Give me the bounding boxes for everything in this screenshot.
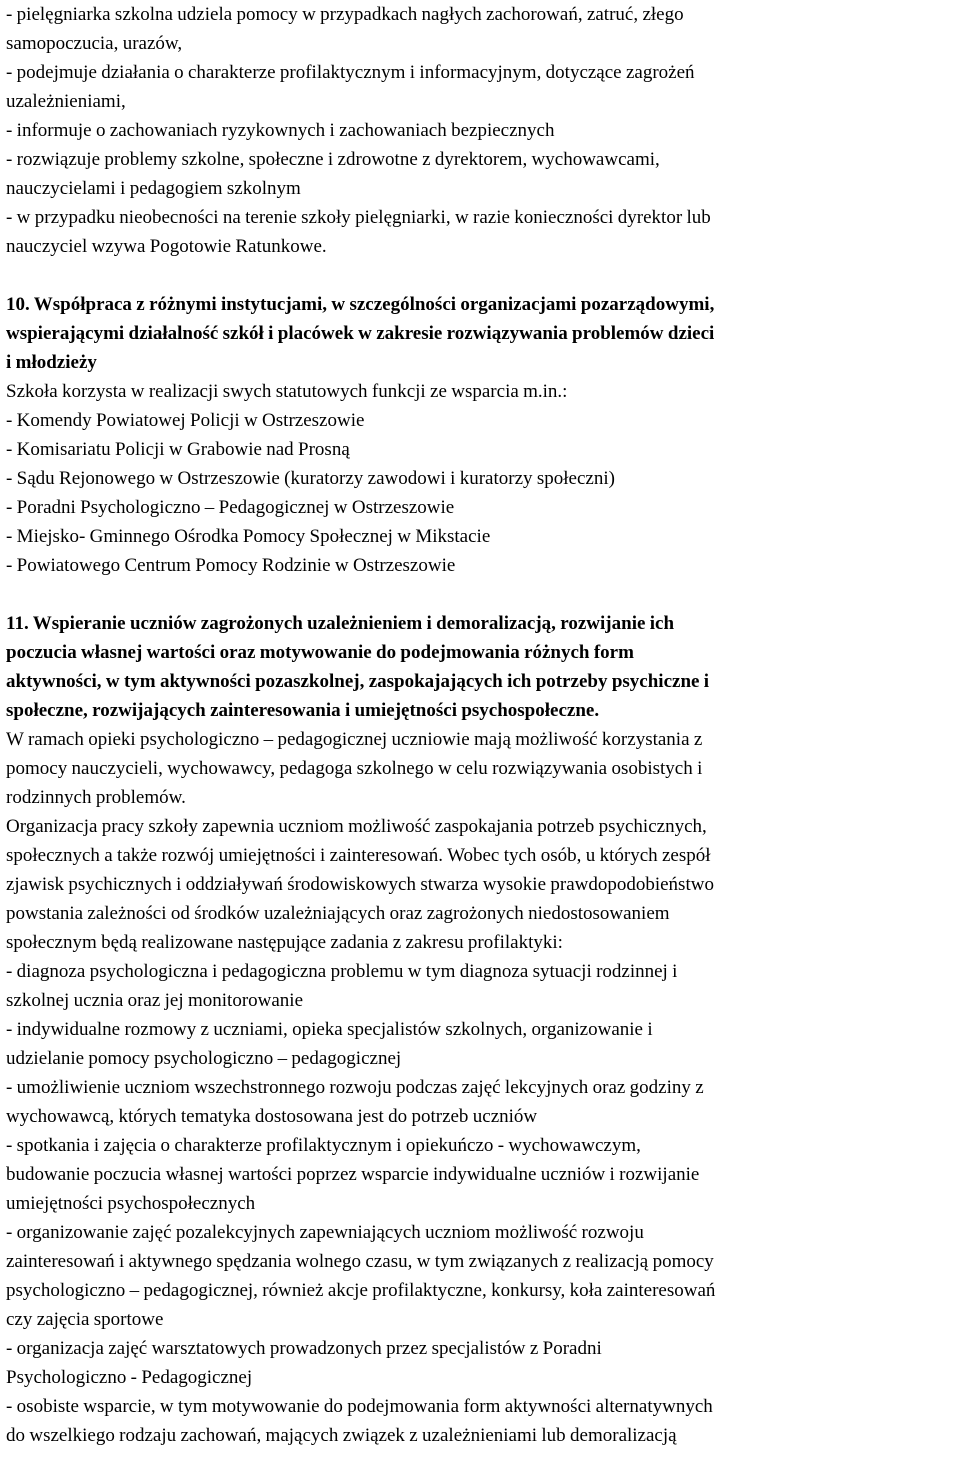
text-line: społecznym będą realizowane następujące zadania z zakresu profilaktyki: [6, 932, 563, 953]
text-line: - Miejsko- Gminnego Ośrodka Pomocy Społecznej w Mikstacie [6, 526, 491, 547]
text-line: - Sądu Rejonowego w Ostrzeszowie (kuratorzy zawodowi i kuratorzy społeczni) [6, 468, 615, 489]
spacer [6, 261, 956, 290]
text-line: - w przypadku nieobecności na terenie szkoły pielęgniarki, w razie konieczności dyrektor lub [6, 207, 711, 228]
text-line: - osobiste wsparcie, w tym motywowanie do podejmowania form aktywności alternatywnych [6, 1396, 713, 1417]
text-line: pomocy nauczycieli, wychowawcy, pedagoga szkolnego w celu rozwiązywania osobistych i [6, 758, 703, 779]
text-line: wychowawcą, których tematyka dostosowana jest do potrzeb uczniów [6, 1106, 538, 1127]
text-line: umiejętności psychospołecznych [6, 1193, 256, 1214]
text-line: - Komendy Powiatowej Policji w Ostrzeszowie [6, 410, 365, 431]
heading-line: aktywności, w tym aktywności pozaszkolnej, zaspokajających ich potrzeby psychiczne i [6, 671, 710, 692]
section-10 [6, 290, 956, 580]
section-11-body [6, 725, 956, 1450]
section-11 [6, 609, 956, 1450]
text-line: społecznych a także rozwój umiejętności i zainteresowań. Wobec tych osób, u których zespół [6, 845, 711, 866]
heading-line: poczucia własnej wartości oraz motywowanie do podejmowania różnych form [6, 642, 634, 663]
text-line: - Poradni Psychologiczno – Pedagogicznej w Ostrzeszowie [6, 497, 455, 518]
intro-list [6, 0, 956, 261]
section-10-heading [6, 290, 956, 377]
text-line: Szkoła korzysta w realizacji swych statutowych funkcji ze wsparcia m.in.: [6, 381, 568, 402]
text-line: - Komisariatu Policji w Grabowie nad Prosną [6, 439, 350, 460]
text-line: zjawisk psychicznych i oddziaływań środowiskowych stwarza wysokie prawdopodobieństwo [6, 874, 714, 895]
text-line: samopoczucia, urazów, [6, 33, 183, 54]
text-line: - pielęgniarka szkolna udziela pomocy w przypadkach nagłych zachorowań, zatruć, złego [6, 4, 684, 25]
text-line: - organizowanie zajęć pozalekcyjnych zapewniających uczniom możliwość rozwoju [6, 1222, 644, 1243]
text-line: psychologiczno – pedagogicznej, również akcje profilaktyczne, konkursy, koła zainteresowań [6, 1280, 716, 1301]
text-line: budowanie poczucia własnej wartości poprzez wsparcie indywidualne uczniów i rozwijanie [6, 1164, 700, 1185]
section-11-heading [6, 609, 956, 725]
text-line: - rozwiązuje problemy szkolne, społeczne i zdrowotne z dyrektorem, wychowawcami, [6, 149, 660, 170]
text-line: W ramach opieki psychologiczno – pedagogicznej uczniowie mają możliwość korzystania z [6, 729, 703, 750]
text-line: rodzinnych problemów. [6, 787, 186, 808]
heading-line: wspierającymi działalność szkół i placówek w zakresie rozwiązywania problemów dzieci [6, 323, 715, 344]
text-line: - spotkania i zajęcia o charakterze profilaktycznym i opiekuńczo - wychowawczym, [6, 1135, 641, 1156]
text-line: Organizacja pracy szkoły zapewnia uczniom możliwość zaspokajania potrzeb psychicznych, [6, 816, 707, 837]
heading-line: i młodzieży [6, 352, 97, 373]
text-line: - diagnoza psychologiczna i pedagogiczna problemu w tym diagnoza sytuacji rodzinnej i [6, 961, 678, 982]
text-line: - indywidualne rozmowy z uczniami, opieka specjalistów szkolnych, organizowanie i [6, 1019, 653, 1040]
text-line: - umożliwienie uczniom wszechstronnego rozwoju podczas zajęć lekcyjnych oraz godziny z [6, 1077, 704, 1098]
text-line: nauczyciel wzywa Pogotowie Ratunkowe. [6, 236, 327, 257]
text-line: udzielanie pomocy psychologiczno – pedagogicznej [6, 1048, 402, 1069]
document-page [6, 0, 956, 1450]
heading-line: 10. Współpraca z różnymi instytucjami, w szczególności organizacjami pozarządowymi, [6, 294, 715, 315]
text-line: zainteresowań i aktywnego spędzania wolnego czasu, w tym związanych z realizacją pomocy [6, 1251, 714, 1272]
text-line: - Powiatowego Centrum Pomocy Rodzinie w Ostrzeszowie [6, 555, 456, 576]
text-line: - podejmuje działania o charakterze profilaktycznym i informacyjnym, dotyczące zagrożeń [6, 62, 695, 83]
text-line: - organizacja zajęć warsztatowych prowadzonych przez specjalistów z Poradni [6, 1338, 602, 1359]
text-line: czy zajęcia sportowe [6, 1309, 164, 1330]
section-10-body [6, 377, 956, 580]
text-line: Psychologiczno - Pedagogicznej [6, 1367, 253, 1388]
text-line: - informuje o zachowaniach ryzykownych i zachowaniach bezpiecznych [6, 120, 555, 141]
text-line: do wszelkiego rodzaju zachowań, mających związek z uzależnieniami lub demoralizacją [6, 1425, 677, 1446]
heading-line: 11. Wspieranie uczniów zagrożonych uzależnieniem i demoralizacją, rozwijanie ich [6, 613, 675, 634]
heading-line: społeczne, rozwijających zainteresowania i umiejętności psychospołeczne. [6, 700, 600, 721]
text-line: nauczycielami i pedagogiem szkolnym [6, 178, 301, 199]
text-line: szkolnej ucznia oraz jej monitorowanie [6, 990, 304, 1011]
text-line: powstania zależności od środków uzależniających oraz zagrożonych niedostosowaniem [6, 903, 670, 924]
spacer [6, 580, 956, 609]
text-line: uzależnieniami, [6, 91, 126, 112]
